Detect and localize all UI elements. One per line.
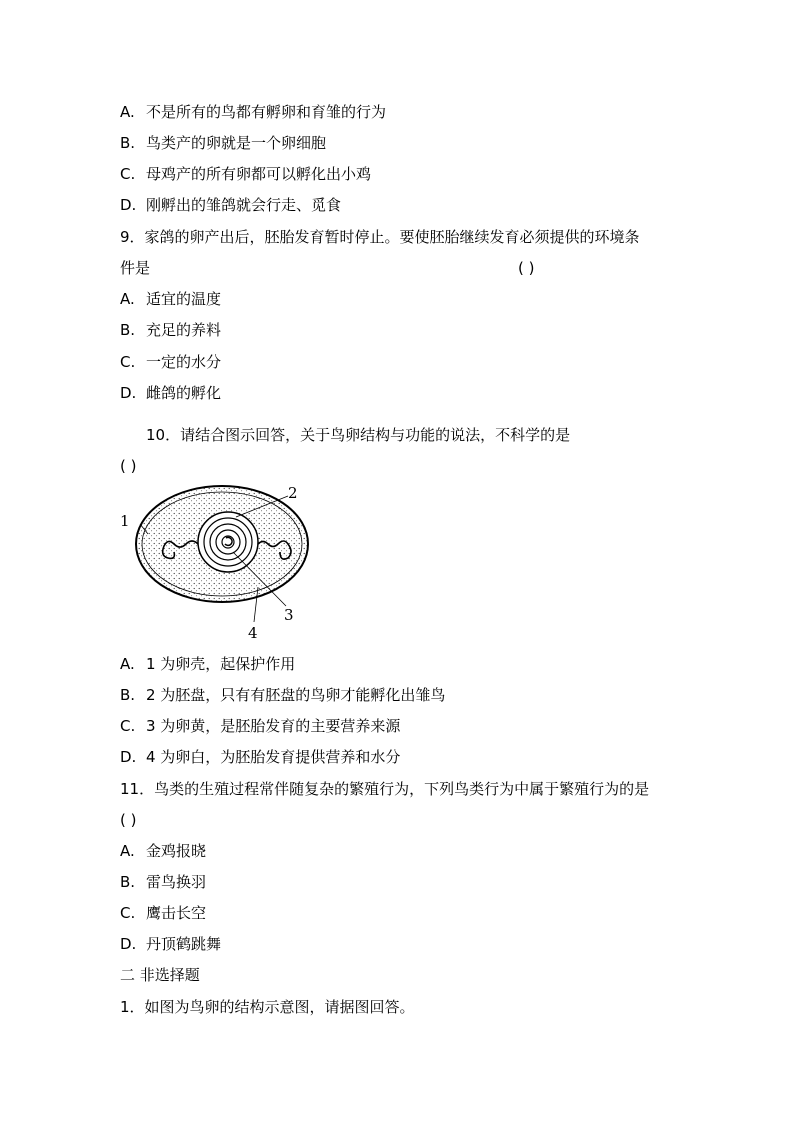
q9-stem-line1: 9．家鸽的卵产出后，胚胎发育暂时停止。要使胚胎继续发育必须提供的环境条 [120, 228, 640, 246]
q9-stem-line2: 件是 [120, 259, 151, 277]
q9-option-d: D. 雌鸽的孵化 [120, 384, 222, 402]
section2-q1-stem: 1．如图为鸟卵的结构示意图，请据图回答。 [120, 998, 415, 1016]
section2-heading: 二 非选择题 [120, 966, 200, 984]
q9-option-a: A. 适宜的温度 [120, 290, 222, 308]
q10-stem: 10．请结合图示回答，关于鸟卵结构与功能的说法，不科学的是 [146, 426, 571, 444]
q11-answer-paren: ( ) [120, 811, 137, 829]
q8-option-a: A. 不是所有的鸟都有孵卵和育雏的行为 [120, 103, 387, 121]
egg-yolk-shape [198, 512, 258, 572]
q9-option-c: C. 一定的水分 [120, 353, 222, 371]
q9-answer-paren: ( ) [518, 259, 535, 277]
q10-option-a: A. 1 为卵壳，起保护作用 [120, 655, 296, 673]
q11-stem: 11．鸟类的生殖过程常伴随复杂的繁殖行为，下列鸟类行为中属于繁殖行为的是 [120, 780, 650, 798]
figure-label-1: 1 [120, 512, 130, 530]
q8-option-c: C. 母鸡产的所有卵都可以孵化出小鸡 [120, 165, 372, 183]
q10-option-c: C. 3 为卵黄，是胚胎发育的主要营养来源 [120, 717, 401, 735]
q10-option-b: B. 2 为胚盘，只有有胚盘的鸟卵才能孵化出雏鸟 [120, 686, 446, 704]
q11-option-d: D. 丹顶鹤跳舞 [120, 935, 222, 953]
q10-answer-paren: ( ) [120, 457, 137, 475]
figure-label-2: 2 [288, 484, 298, 502]
q11-option-c: C. 鹰击长空 [120, 904, 207, 922]
q8-option-d: D. 刚孵出的雏鸽就会行走、觅食 [120, 196, 342, 214]
egg-structure-diagram [118, 482, 318, 642]
q9-option-b: B. 充足的养料 [120, 321, 222, 339]
q10-option-d: D. 4 为卵白，为胚胎发育提供营养和水分 [120, 748, 401, 766]
figure-label-3: 3 [284, 606, 294, 624]
q8-option-b: B. 鸟类产的卵就是一个卵细胞 [120, 134, 327, 152]
q11-option-b: B. 雷鸟换羽 [120, 873, 207, 891]
figure-label-4: 4 [248, 624, 258, 642]
q11-option-a: A. 金鸡报晓 [120, 842, 207, 860]
